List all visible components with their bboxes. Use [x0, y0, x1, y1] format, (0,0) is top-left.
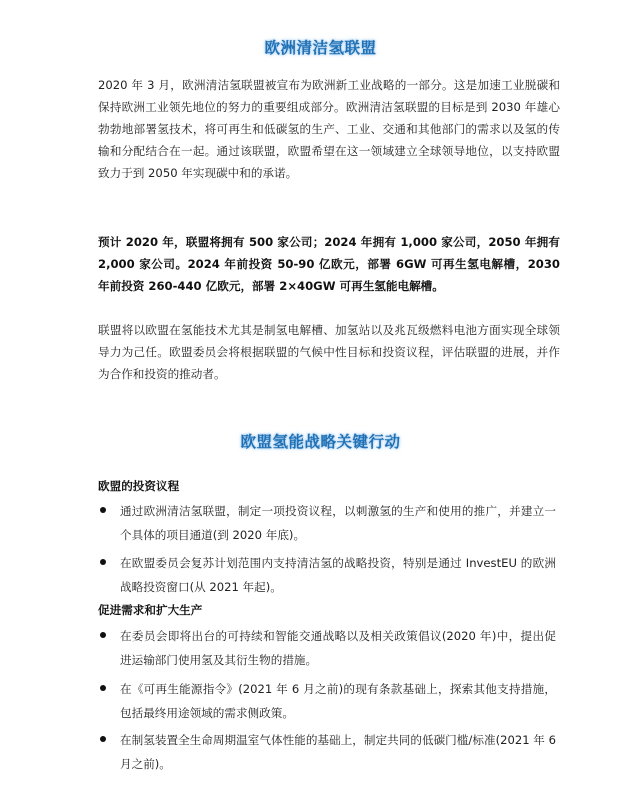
- subsection-heading-demand: 促进需求和扩大生产: [98, 603, 203, 617]
- bullet-icon: [100, 632, 106, 638]
- bullet-icon: [100, 559, 106, 565]
- bullet-icon: [100, 736, 106, 742]
- list-item-text: 在制氢装置全生命周期温室气体性能的基础上，制定共同的低碳门槛/标准(2021 年 6 月之前)。: [120, 733, 556, 771]
- targets-paragraph: 预计 2020 年，联盟将拥有 500 家公司；2024 年拥有 1,000 家公司，2050 年拥有 2,000 家公司。2024 年前投资 50-90 亿欧元，部署 6GW 可再生氢电解槽，2030 年前投资 260-440 亿欧元，部署 2×40GW 可再生氢能电解槽。: [98, 235, 560, 293]
- list-item-text: 在欧盟委员会复苏计划范围内支持清洁氢的战略投资，特别是通过 InvestEU 的欧洲战略投资窗口(从 2021 年起)。: [120, 556, 556, 594]
- bullet-icon: [100, 685, 106, 691]
- list-item-text: 在《可再生能源指令》(2021 年 6 月之前)的现有条款基础上，探索其他支持措施，包括最终用途领域的需求侧政策。: [120, 682, 556, 720]
- subsection-heading-investment: 欧盟的投资议程: [98, 479, 180, 493]
- list-item-text: 在委员会即将出台的可持续和智能交通战略以及相关政策倡议(2020 年)中，提出促进运输部门使用氢及其衍生物的措施。: [120, 629, 556, 667]
- section-title: 欧盟氢能战略关键行动: [240, 433, 401, 451]
- list-item-text: 通过欧洲清洁氢联盟，制定一项投资议程，以刺激氢的生产和使用的推广，并建立一个具体的项目通道(到 2020 年底)。: [120, 504, 556, 542]
- bullet-icon: [100, 507, 106, 513]
- alliance-role-paragraph: 联盟将以欧盟在氢能技术尤其是制氢电解槽、加氢站以及兆瓦级燃料电池方面实现全球领导力为己任。欧盟委员会将根据联盟的气候中性目标和投资议程，评估联盟的进展，并作为合作和投资的推动者。: [98, 323, 560, 381]
- page-title: 欧洲清洁氢联盟: [264, 39, 377, 57]
- intro-paragraph: 2020 年 3 月，欧洲清洁氢联盟被宣布为欧洲新工业战略的一部分。这是加速工业脱碳和保持欧洲工业领先地位的努力的重要组成部分。欧洲清洁氢联盟的目标是到 2030 年雄心勃勃地部署氢技术，将可再生和低碳氢的生产、工业、交通和其他部门的需求以及氢的传输和分配结合在一起。通过该联盟，欧盟希望在这一领域建立全球领导地位，以支持欧盟致力于到 2050 年实现碳中和的承诺。: [98, 78, 560, 180]
